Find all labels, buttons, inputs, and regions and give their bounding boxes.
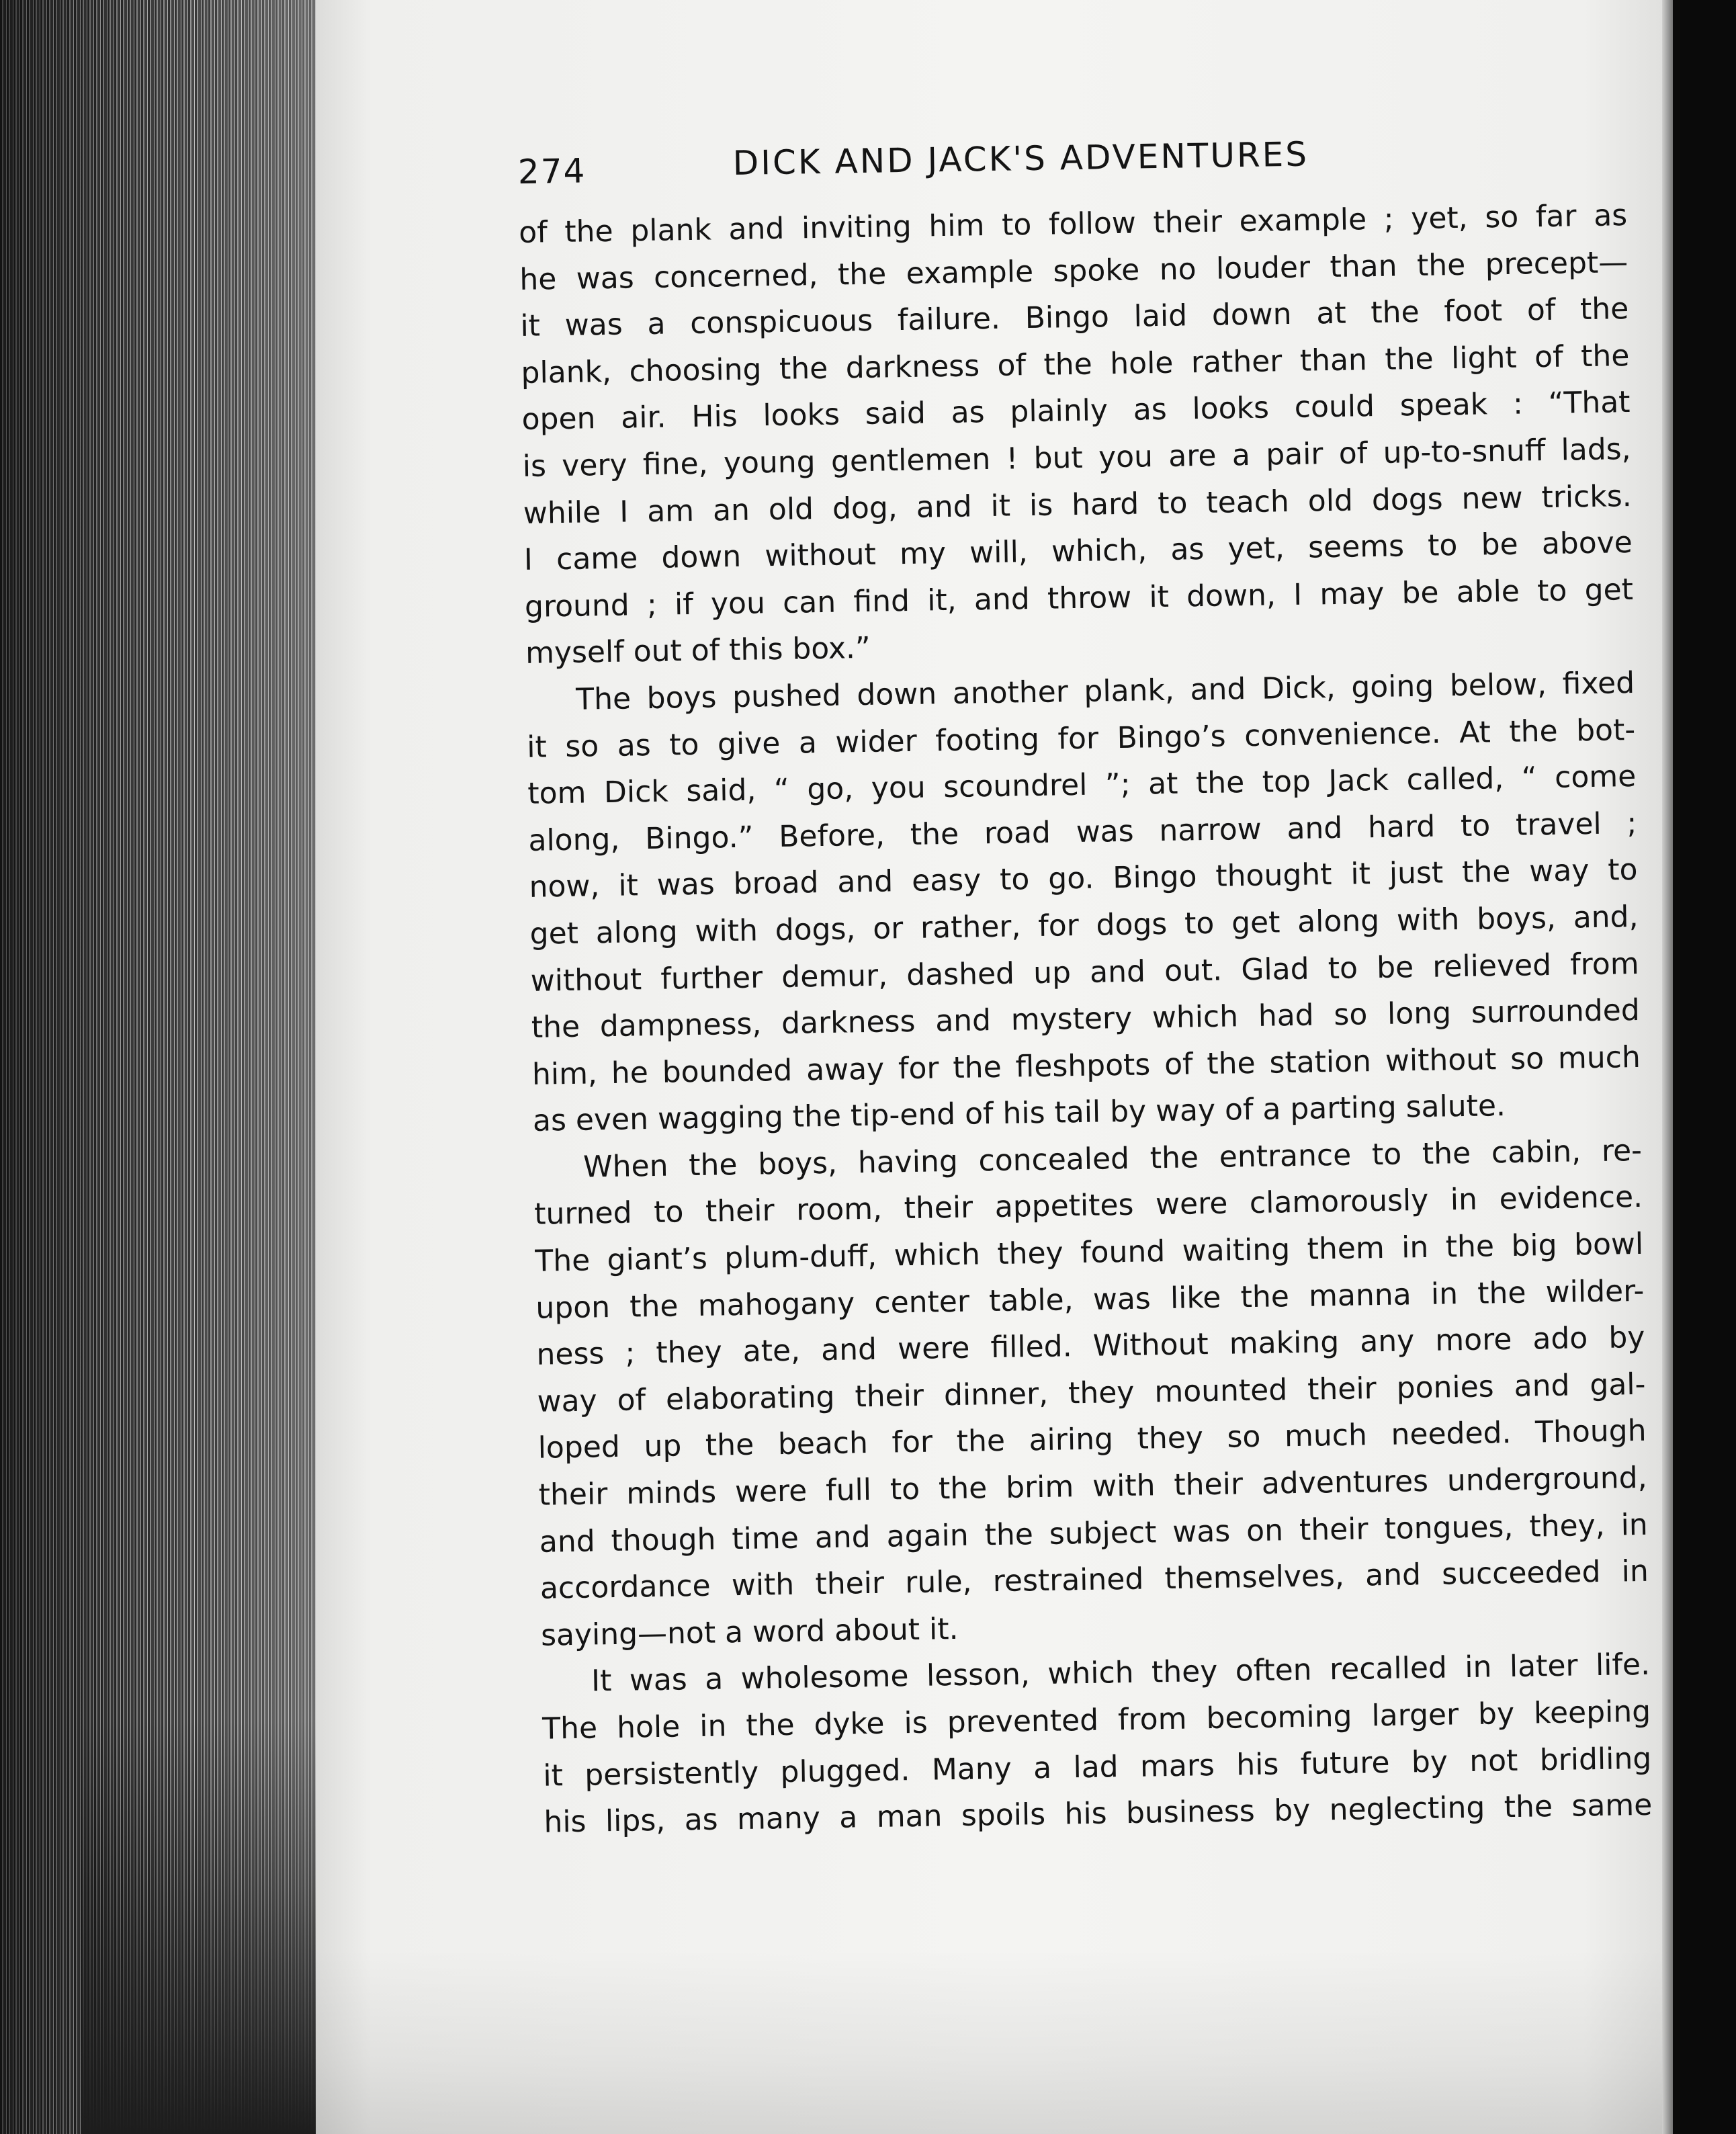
text-line: accordance with their rule, restrained themselves, and succeeded in	[539, 1554, 1649, 1606]
paper-bottom-shade	[316, 1949, 1693, 2134]
text-line: loped up the beach for the airing they so much needed. Though	[537, 1414, 1647, 1466]
text-line: The boys pushed down another plank, and Dick, going below, fixed	[575, 665, 1635, 717]
text-line: It was a wholesome lesson, which they often recalled in later life.	[591, 1648, 1651, 1699]
text-line: I came down without my will, which, as yet, seems to be above	[523, 525, 1633, 578]
text-line: their minds were full to the brim with their adventures underground,	[538, 1460, 1648, 1512]
page-number: 274	[517, 151, 587, 191]
text-line: plank, choosing the darkness of the hole rather than the light of the	[521, 338, 1630, 390]
body-text	[519, 192, 1653, 1846]
text-line: the dampness, darkness and mystery which had so long surrounded	[531, 993, 1641, 1045]
text-line: open air. His looks said as plainly as looks could speak : “That	[521, 385, 1631, 437]
text-line: way of elaborating their dinner, they mounted their ponies and gal-	[537, 1367, 1646, 1419]
text-line: of the plank and inviting him to follow their example ; yet, so far as	[518, 198, 1628, 250]
text-line: without further demur, dashed up and out. Glad to be relieved from	[530, 946, 1639, 998]
text-line: upon the mahogany center table, was like the manna in the wilder-	[535, 1273, 1645, 1326]
text-line: When the boys, having concealed the entrance to the cabin, re-	[582, 1133, 1643, 1185]
text-line: The hole in the dyke is prevented from becoming larger by keeping	[541, 1694, 1651, 1746]
text-line: turned to their room, their appetites were clamorously in evidence.	[533, 1180, 1643, 1232]
text-line: now, it was broad and easy to go. Bingo thought it just the way to	[529, 853, 1638, 905]
text-line: while I am an old dog, and it is hard to teach old dogs new tricks.	[523, 478, 1633, 531]
text-line: get along with dogs, or rather, for dogs to get along with boys, and,	[529, 899, 1639, 951]
paragraph	[519, 192, 1635, 677]
text-line: it was a conspicuous failure. Bingo laid down at the foot of the	[520, 292, 1629, 344]
running-title: DICK AND JACK'S ADVENTURES	[732, 134, 1309, 183]
text-line: tom Dick said, “ go, you scoundrel ”; at the top Jack called, “ come	[527, 759, 1637, 812]
text-line: ness ; they ate, and were filled. Without making any more ado by	[536, 1320, 1645, 1373]
paragraph	[533, 1127, 1650, 1659]
paragraph	[526, 660, 1642, 1145]
text-line: and though time and again the subject was on their tongues, they, in	[539, 1507, 1649, 1560]
paragraph	[541, 1641, 1653, 1846]
text-line: The giant’s plum-duff, which they found waiting them in the big bowl	[534, 1226, 1644, 1279]
text-line: it so as to give a wider footing for Bingo’s convenience. At the bot-	[526, 712, 1636, 765]
text-line: he was concerned, the example spoke no louder than the precept—	[519, 245, 1629, 297]
page-text-block	[517, 117, 1653, 1846]
text-line: saying—not a word about it.	[540, 1611, 959, 1653]
scan-border-right	[1673, 0, 1736, 2134]
text-line: as even wagging the tip-end of his tail by way of a parting salute.	[532, 1089, 1506, 1139]
text-line: ground ; if you can find it, and throw it down, I may be able to get	[524, 572, 1634, 624]
text-line: him, he bounded away for the fleshpots of the station without so much	[531, 1039, 1641, 1092]
text-line: is very fine, young gentlemen ! but you are a pair of up-to-snuff lads,	[522, 431, 1631, 484]
text-line: myself out of this box.”	[525, 631, 871, 671]
text-line: along, Bingo.” Before, the road was narrow and hard to travel ;	[528, 806, 1637, 858]
text-line: it persistently plugged. Many a lad mars his future by not bridling	[542, 1741, 1652, 1793]
text-line: his lips, as many a man spoils his business by neglecting the same	[544, 1787, 1653, 1840]
